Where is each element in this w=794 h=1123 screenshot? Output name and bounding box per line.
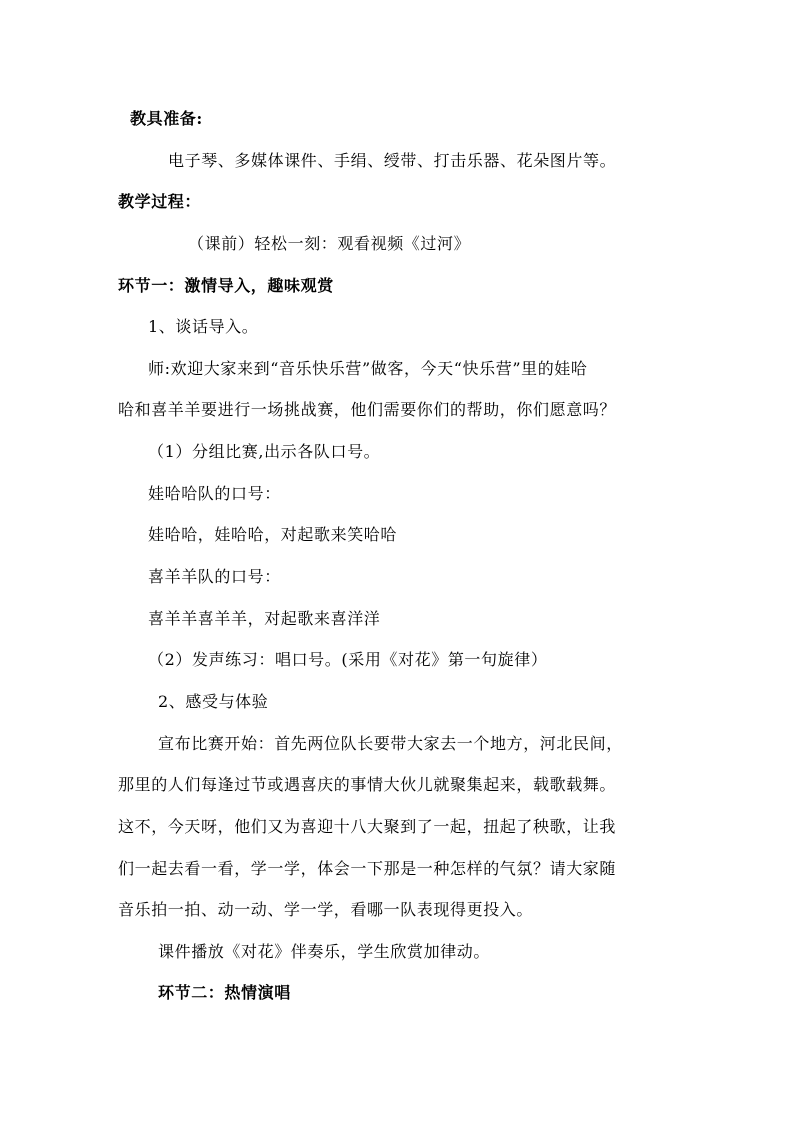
competition-paragraph-line-3: 这不，今天呀，他们又为喜迎十八大聚到了一起，扭起了秧歌，让我: [118, 817, 617, 836]
feel-and-experience-step: 2、感受与体验: [158, 692, 269, 711]
competition-paragraph-line-2: 那里的人们每逢过节或遇喜庆的事情大伙儿就聚集起来，载歌载舞。: [118, 775, 617, 794]
courseware-playback-line: 课件播放《对花》伴奏乐，学生欣赏加律动。: [158, 942, 491, 961]
competition-paragraph-line-1: 宣布比赛开始：首先两位队长要带大家去一个地方，河北民间，: [158, 734, 623, 753]
teaching-materials-list: 电子琴、多媒体课件、手绢、绶带、打击乐器、花朵图片等。: [168, 151, 617, 170]
vocal-practice-step: （2）发声练习：唱口号。(采用《对花》第一句旋律）: [148, 650, 548, 669]
xiyangyang-team-slogan-label: 喜羊羊队的口号：: [148, 567, 281, 586]
section-one-heading: 环节一：激情导入，趣味观赏: [118, 276, 334, 295]
teacher-dialogue-line-2: 哈和喜羊羊要进行一场挑战赛，他们需要你们的帮助，你们愿意吗？: [118, 400, 617, 419]
heading-teaching-materials: 教具准备:: [130, 109, 203, 128]
teacher-dialogue-line-1: 师:欢迎大家来到“音乐快乐营”做客，今天“快乐营”里的娃哈: [148, 359, 588, 378]
group-competition-step: （1）分组比赛,出示各队口号。: [148, 442, 381, 461]
competition-paragraph-line-4: 们一起去看一看，学一学，体会一下那是一种怎样的气氛？请大家随: [118, 859, 617, 878]
step-conversation-intro: 1、谈话导入。: [148, 317, 259, 336]
wahaha-team-slogan-label: 娃哈哈队的口号：: [148, 484, 281, 503]
section-two-heading: 环节二：热情演唱: [158, 983, 291, 1002]
heading-teaching-process: 教学过程：: [118, 192, 202, 211]
xiyangyang-team-slogan: 喜羊羊喜羊羊，对起歌来喜洋洋: [148, 609, 381, 628]
wahaha-team-slogan: 娃哈哈，娃哈哈，对起歌来笑哈哈: [148, 525, 398, 544]
competition-paragraph-line-5: 音乐拍一拍、动一动、学一学，看哪一队表现得更投入。: [118, 900, 534, 919]
pre-class-activity: （课前）轻松一刻：观看视频《过河》: [188, 234, 471, 253]
